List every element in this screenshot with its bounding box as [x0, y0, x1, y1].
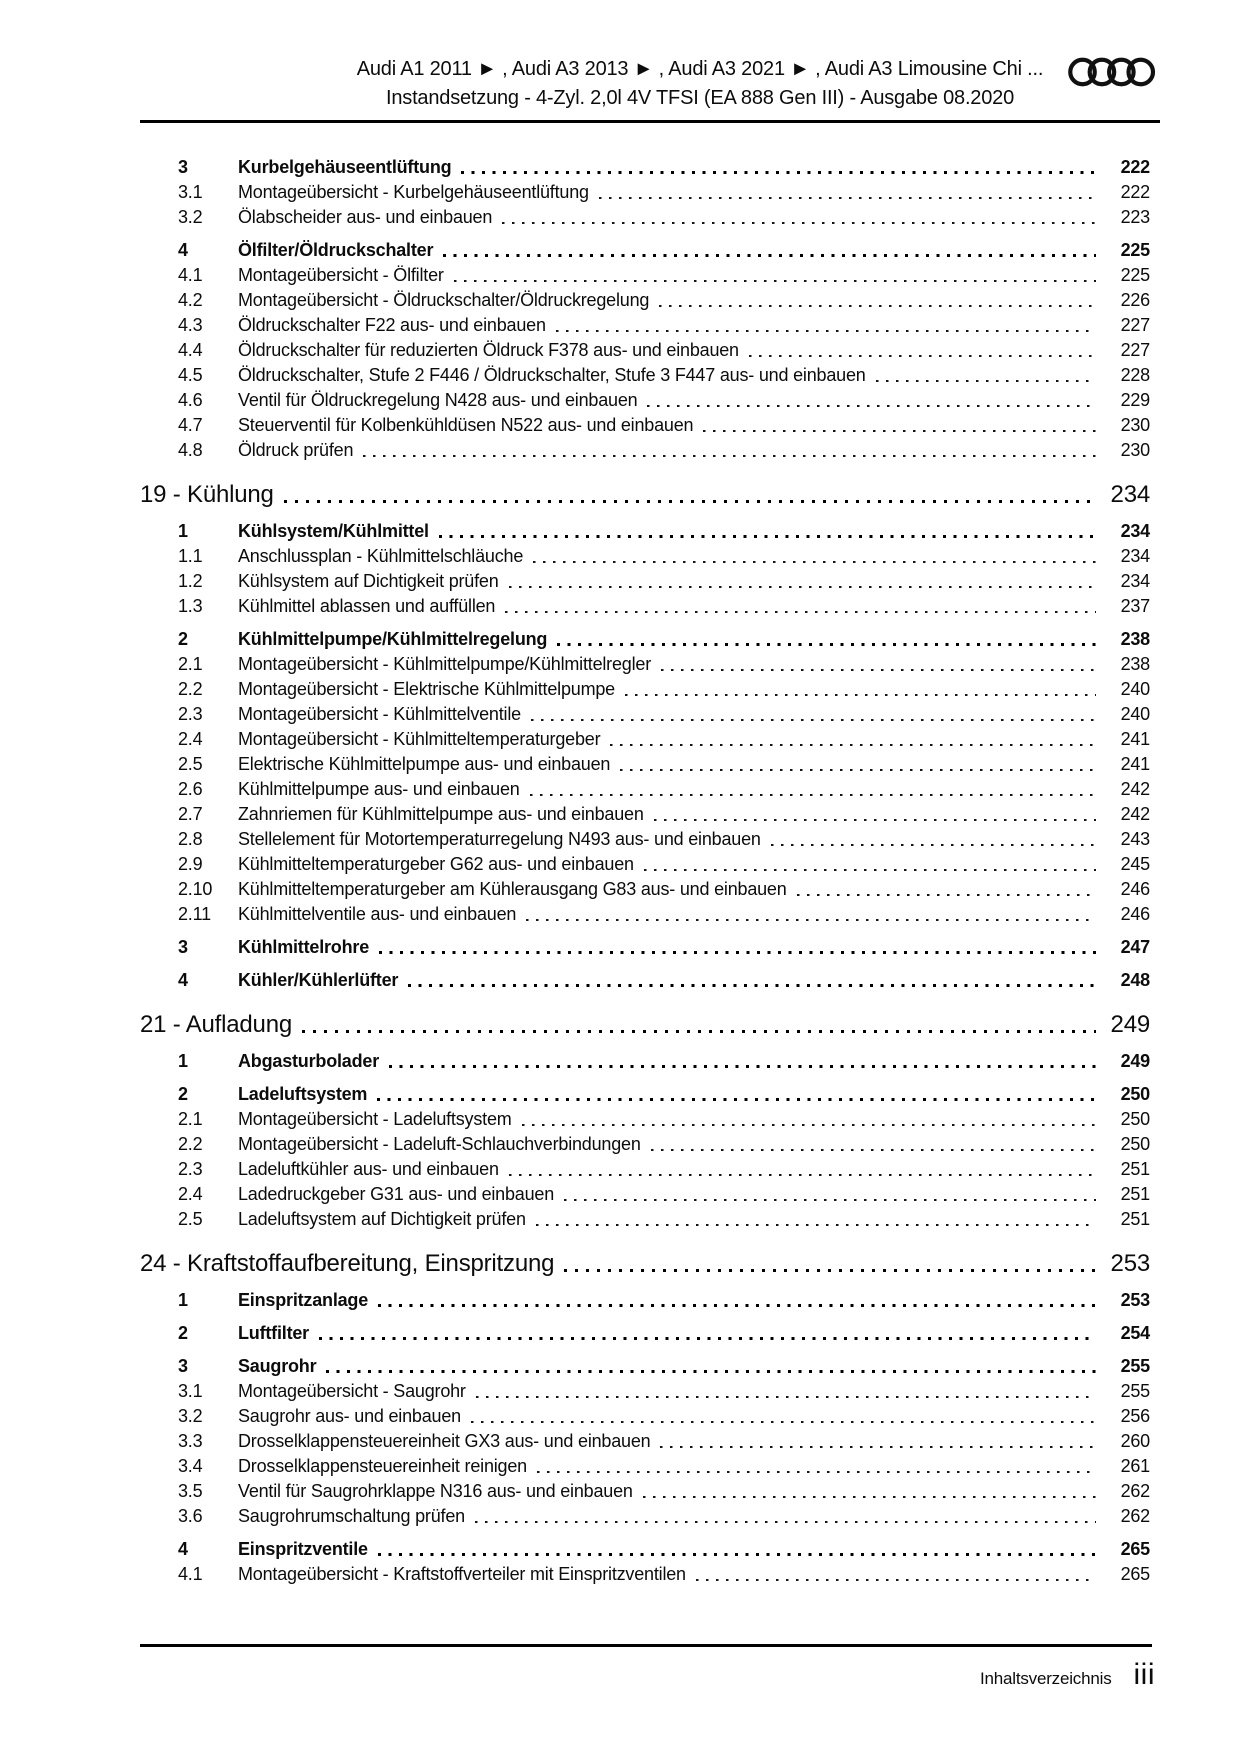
toc-chapter-entry[interactable] [140, 479, 1150, 511]
toc-entry[interactable] [140, 438, 1150, 463]
dot-leader [502, 205, 1096, 230]
dot-leader [661, 652, 1096, 677]
toc-entry-title: Kühlmittel ablassen und auffüllen [238, 596, 496, 616]
toc-entry-title: Saugrohr [238, 1356, 317, 1376]
toc-entry[interactable] [140, 627, 1150, 652]
dot-leader [660, 1429, 1096, 1454]
toc-entry[interactable] [140, 727, 1150, 752]
toc-entry-title: Kurbelgehäuseentlüftung [238, 157, 452, 177]
toc-entry-number: 3.3 [178, 1431, 203, 1451]
toc-entry-page: 227 [1120, 340, 1150, 360]
toc-entry-title: Stellelement für Motortemperaturregelung N493 aus- und einbauen [238, 829, 761, 849]
toc-entry-number: 4.1 [178, 265, 203, 285]
dot-leader [509, 1157, 1096, 1182]
toc-entry[interactable] [140, 288, 1150, 313]
toc-entry-page: 256 [1120, 1406, 1150, 1426]
dot-leader [599, 180, 1096, 205]
toc-entry-number: 2.3 [178, 704, 203, 724]
toc-entry-page: 249 [1110, 1011, 1150, 1038]
dot-leader [378, 1288, 1096, 1313]
toc-entry[interactable] [140, 777, 1150, 802]
toc-entry[interactable] [140, 1479, 1150, 1504]
toc-entry-page: 250 [1120, 1134, 1150, 1154]
toc-entry-page: 241 [1120, 729, 1150, 749]
toc-entry-number: 2.11 [178, 904, 211, 924]
toc-entry-title: Steuerventil für Kolbenkühldüsen N522 aus- und einbauen [238, 415, 694, 435]
dot-leader [654, 802, 1096, 827]
toc-entry-title: Einspritzventile [238, 1539, 368, 1559]
toc-entry-title: Montageübersicht - Kühlmittelpumpe/Kühlmittelregler [238, 654, 652, 674]
dot-leader [651, 1132, 1096, 1157]
toc-entry-page: 249 [1120, 1051, 1150, 1071]
toc-entry-page: 260 [1120, 1431, 1150, 1451]
dot-leader [644, 852, 1096, 877]
toc-entry-number: 1.1 [178, 546, 203, 566]
toc-entry-page: 265 [1120, 1539, 1150, 1559]
toc-entry-number: 3.2 [178, 1406, 203, 1426]
toc-entry-title: Anschlussplan - Kühlmittelschläuche [238, 546, 524, 566]
toc-entry[interactable] [140, 802, 1150, 827]
toc-entry-page: 255 [1120, 1356, 1150, 1376]
dot-leader [564, 1182, 1096, 1207]
toc-entry[interactable] [140, 677, 1150, 702]
toc-entry-number: 2.7 [178, 804, 203, 824]
dot-leader [564, 1248, 1096, 1280]
toc-entry[interactable] [140, 388, 1150, 413]
toc-entry-number: 2.1 [178, 654, 203, 674]
toc-entry[interactable] [140, 1537, 1150, 1562]
toc-entry-number: 4 [178, 970, 188, 990]
toc-entry[interactable] [140, 1429, 1150, 1454]
toc-entry-title: Montageübersicht - Kühlmitteltemperaturgeber [238, 729, 601, 749]
dot-leader [531, 702, 1096, 727]
toc-entry-title: Montageübersicht - Saugrohr [238, 1381, 466, 1401]
toc-entry-page: 234 [1120, 571, 1150, 591]
dot-leader [876, 363, 1096, 388]
toc-entry-title: Ventil für Saugrohrklappe N316 aus- und einbauen [238, 1481, 633, 1501]
toc-entry-title: Kühlmitteltemperaturgeber am Kühlerausgang G83 aus- und einbauen [238, 879, 787, 899]
toc-entry-page: 242 [1120, 779, 1150, 799]
header-rule [140, 120, 1160, 123]
toc-entry-number: 4.2 [178, 290, 203, 310]
toc-entry[interactable] [140, 1404, 1150, 1429]
toc-entry-page: 228 [1120, 365, 1150, 385]
table-of-contents [140, 155, 1150, 1587]
toc-entry-number: 1 [178, 521, 188, 541]
dot-leader [526, 902, 1096, 927]
toc-entry[interactable] [140, 313, 1150, 338]
toc-entry-number: 2.4 [178, 729, 203, 749]
toc-entry[interactable] [140, 1379, 1150, 1404]
toc-entry[interactable] [140, 827, 1150, 852]
toc-entry-title: Öldruckschalter, Stufe 2 F446 / Öldruckschalter, Stufe 3 F447 aus- und einbauen [238, 365, 866, 385]
toc-entry-title: 24 - Kraftstoffaufbereitung, Einspritzung [140, 1250, 555, 1277]
toc-entry[interactable] [140, 205, 1150, 230]
toc-entry-page: 237 [1120, 596, 1150, 616]
toc-entry-number: 2.1 [178, 1109, 203, 1129]
toc-entry-title: Ladedruckgeber G31 aus- und einbauen [238, 1184, 555, 1204]
dot-leader [537, 1454, 1096, 1479]
toc-entry-title: Montageübersicht - Kraftstoffverteiler mit Einspritzventilen [238, 1564, 686, 1584]
toc-entry-page: 251 [1120, 1184, 1150, 1204]
dot-leader [610, 727, 1096, 752]
toc-entry[interactable] [140, 413, 1150, 438]
toc-entry-title: Kühlmittelrohre [238, 937, 370, 957]
toc-entry-title: Kühlmittelpumpe/Kühlmittelregelung [238, 629, 548, 649]
toc-entry[interactable] [140, 263, 1150, 288]
toc-entry-number: 2.4 [178, 1184, 203, 1204]
dot-leader [625, 677, 1096, 702]
toc-entry-number: 4.7 [178, 415, 203, 435]
toc-entry-page: 241 [1120, 754, 1150, 774]
toc-entry[interactable] [140, 752, 1150, 777]
toc-entry-page: 253 [1110, 1250, 1150, 1277]
toc-entry-page: 245 [1120, 854, 1150, 874]
toc-entry-title: Montageübersicht - Ladeluftsystem [238, 1109, 512, 1129]
toc-entry-number: 3.6 [178, 1506, 203, 1526]
toc-entry-page: 240 [1120, 704, 1150, 724]
toc-entry[interactable] [140, 1562, 1150, 1587]
footer-rule [140, 1644, 1152, 1647]
toc-entry[interactable] [140, 1049, 1150, 1074]
dot-leader [378, 1537, 1096, 1562]
toc-entry-title: Kühlsystem/Kühlmittel [238, 521, 429, 541]
toc-entry-number: 4.4 [178, 340, 203, 360]
toc-entry-number: 2.6 [178, 779, 203, 799]
dot-leader [408, 968, 1096, 993]
header-subtitle-line: Instandsetzung - 4-Zyl. 2,0l 4V TFSI (EA 888 Gen III) - Ausgabe 08.2020 [385, 87, 1015, 109]
toc-entry-page: 246 [1120, 904, 1150, 924]
toc-entry-page: 248 [1120, 970, 1150, 990]
dot-leader [302, 1009, 1096, 1041]
toc-entry-title: Montageübersicht - Elektrische Kühlmittelpumpe [238, 679, 615, 699]
toc-chapter-entry[interactable] [140, 1248, 1150, 1280]
toc-entry[interactable] [140, 852, 1150, 877]
toc-entry-page: 222 [1120, 157, 1150, 177]
toc-entry-title: Drosselklappensteuereinheit GX3 aus- und einbauen [238, 1431, 651, 1451]
toc-entry-number: 4.5 [178, 365, 203, 385]
toc-entry-title: Öldruckschalter F22 aus- und einbauen [238, 315, 546, 335]
page-header [0, 0, 1240, 123]
toc-entry-page: 262 [1120, 1481, 1150, 1501]
toc-entry-page: 255 [1120, 1381, 1150, 1401]
toc-entry-number: 2.9 [178, 854, 203, 874]
page-footer [980, 1658, 1155, 1692]
dot-leader [696, 1562, 1096, 1587]
toc-entry-title: Ölfilter/Öldruckschalter [238, 240, 434, 260]
dot-leader [284, 479, 1096, 511]
toc-entry[interactable] [140, 1132, 1150, 1157]
toc-entry-number: 4.6 [178, 390, 203, 410]
toc-entry-number: 2.10 [178, 879, 213, 899]
toc-entry[interactable] [140, 1182, 1150, 1207]
toc-entry-number: 4.1 [178, 1564, 203, 1584]
toc-entry-number: 3.4 [178, 1456, 203, 1476]
toc-entry[interactable] [140, 702, 1150, 727]
toc-entry[interactable] [140, 968, 1150, 993]
toc-entry[interactable] [140, 1107, 1150, 1132]
toc-entry-page: 227 [1120, 315, 1150, 335]
toc-entry-page: 247 [1120, 937, 1150, 957]
toc-entry-title: Zahnriemen für Kühlmittelpumpe aus- und einbauen [238, 804, 644, 824]
toc-entry-title: Einspritzanlage [238, 1290, 369, 1310]
toc-entry-number: 4.3 [178, 315, 203, 335]
dot-leader [703, 413, 1096, 438]
dot-leader [530, 777, 1096, 802]
toc-entry[interactable] [140, 902, 1150, 927]
toc-entry-number: 2 [178, 629, 188, 649]
toc-entry[interactable] [140, 1157, 1150, 1182]
toc-entry-number: 2.2 [178, 1134, 203, 1154]
toc-entry-number: 3.5 [178, 1481, 203, 1501]
toc-entry[interactable] [140, 238, 1150, 263]
toc-entry-title: Kühlsystem auf Dichtigkeit prüfen [238, 571, 499, 591]
toc-entry[interactable] [140, 1321, 1150, 1346]
dot-leader [475, 1504, 1096, 1529]
toc-entry-title: 21 - Aufladung [140, 1011, 292, 1038]
toc-entry-title: Abgasturbolader [238, 1051, 380, 1071]
toc-entry-title: Montageübersicht - Kurbelgehäuseentlüftung [238, 182, 589, 202]
toc-entry-page: 253 [1120, 1290, 1150, 1310]
toc-entry-page: 250 [1120, 1084, 1150, 1104]
toc-entry[interactable] [140, 652, 1150, 677]
toc-entry-number: 2.2 [178, 679, 203, 699]
toc-entry-title: Ladeluftsystem auf Dichtigkeit prüfen [238, 1209, 526, 1229]
footer-label: Inhaltsverzeichnis [979, 1669, 1112, 1688]
dot-leader [476, 1379, 1096, 1404]
toc-entry-title: Montageübersicht - Ladeluft-Schlauchverbindungen [238, 1134, 641, 1154]
toc-entry-title: Kühlmittelventile aus- und einbauen [238, 904, 517, 924]
footer-page-number: iii [1133, 1658, 1155, 1691]
dot-leader [536, 1207, 1096, 1232]
toc-entry-title: Elektrische Kühlmittelpumpe aus- und einbauen [238, 754, 611, 774]
toc-entry-number: 2.3 [178, 1159, 203, 1179]
dot-leader [439, 519, 1096, 544]
toc-entry-title: Ventil für Öldruckregelung N428 aus- und einbauen [238, 390, 638, 410]
toc-entry-page: 242 [1120, 804, 1150, 824]
toc-entry[interactable] [140, 519, 1150, 544]
dot-leader [505, 594, 1096, 619]
dot-leader [647, 388, 1096, 413]
toc-entry-title: Saugrohr aus- und einbauen [238, 1406, 461, 1426]
toc-entry-page: 240 [1120, 679, 1150, 699]
toc-entry-page: 234 [1110, 481, 1150, 508]
toc-entry-title: Ladeluftkühler aus- und einbauen [238, 1159, 499, 1179]
dot-leader [454, 263, 1096, 288]
toc-entry-number: 4 [178, 240, 188, 260]
toc-entry-page: 234 [1120, 521, 1150, 541]
dot-leader [533, 544, 1096, 569]
toc-entry-title: Kühlmitteltemperaturgeber G62 aus- und einbauen [238, 854, 634, 874]
toc-entry-number: 3.2 [178, 207, 203, 227]
toc-entry[interactable] [140, 935, 1150, 960]
toc-entry-number: 3 [178, 157, 188, 177]
dot-leader [377, 1082, 1096, 1107]
toc-entry-page: 262 [1120, 1506, 1150, 1526]
toc-entry-page: 223 [1120, 207, 1150, 227]
dot-leader [319, 1321, 1096, 1346]
toc-entry-number: 1 [178, 1051, 188, 1071]
toc-entry-number: 2.8 [178, 829, 203, 849]
toc-entry-number: 1 [178, 1290, 188, 1310]
toc-entry-number: 1.2 [178, 571, 203, 591]
toc-entry[interactable] [140, 877, 1150, 902]
toc-entry-page: 230 [1120, 415, 1150, 435]
toc-entry-title: Ölabscheider aus- und einbauen [238, 207, 493, 227]
toc-entry-page: 238 [1120, 629, 1150, 649]
toc-entry-page: 243 [1120, 829, 1150, 849]
toc-entry-title: Kühlmittelpumpe aus- und einbauen [238, 779, 520, 799]
toc-entry-page: 265 [1120, 1564, 1150, 1584]
toc-entry[interactable] [140, 594, 1150, 619]
dot-leader [749, 338, 1096, 363]
toc-entry-number: 4.8 [178, 440, 203, 460]
toc-entry-page: 238 [1120, 654, 1150, 674]
toc-entry-title: Montageübersicht - Öldruckschalter/Öldruckregelung [238, 290, 650, 310]
dot-leader [771, 827, 1096, 852]
toc-entry-title: Öldruckschalter für reduzierten Öldruck F378 aus- und einbauen [238, 340, 739, 360]
toc-entry-page: 261 [1120, 1456, 1150, 1476]
toc-entry-number: 2.5 [178, 1209, 203, 1229]
toc-entry-page: 234 [1120, 546, 1150, 566]
toc-entry-title: Ladeluftsystem [238, 1084, 368, 1104]
toc-entry-title: Saugrohrumschaltung prüfen [238, 1506, 465, 1526]
dot-leader [557, 627, 1096, 652]
toc-entry-number: 3.1 [178, 1381, 203, 1401]
dot-leader [461, 155, 1096, 180]
toc-entry-page: 225 [1120, 265, 1150, 285]
toc-entry[interactable] [140, 155, 1150, 180]
dot-leader [443, 238, 1096, 263]
dot-leader [643, 1479, 1096, 1504]
toc-entry-number: 1.3 [178, 596, 203, 616]
toc-entry-title: Drosselklappensteuereinheit reinigen [238, 1456, 527, 1476]
toc-entry[interactable] [140, 1207, 1150, 1232]
toc-entry[interactable] [140, 569, 1150, 594]
toc-entry-title: Kühler/Kühlerlüfter [238, 970, 399, 990]
header-models-line: Audi A1 2011 ► , Audi A3 2013 ► , Audi A3 2021 ► , Audi A3 Limousine Chi ... [356, 58, 1044, 80]
toc-entry-page: 254 [1120, 1323, 1150, 1343]
toc-entry-page: 225 [1120, 240, 1150, 260]
toc-entry-number: 2.5 [178, 754, 203, 774]
toc-entry[interactable] [140, 1288, 1150, 1313]
dot-leader [556, 313, 1096, 338]
toc-entry-number: 4 [178, 1539, 188, 1559]
dot-leader [659, 288, 1096, 313]
dot-leader [797, 877, 1096, 902]
toc-entry-page: 251 [1120, 1159, 1150, 1179]
toc-entry-number: 3 [178, 1356, 188, 1376]
toc-entry-title: Öldruck prüfen [238, 440, 354, 460]
toc-entry[interactable] [140, 1504, 1150, 1529]
toc-entry-number: 3 [178, 937, 188, 957]
toc-entry-page: 250 [1120, 1109, 1150, 1129]
dot-leader [326, 1354, 1096, 1379]
toc-entry-page: 222 [1120, 182, 1150, 202]
toc-entry-page: 251 [1120, 1209, 1150, 1229]
toc-entry[interactable] [140, 1454, 1150, 1479]
toc-entry-page: 226 [1120, 290, 1150, 310]
dot-leader [471, 1404, 1096, 1429]
audi-four-rings-logo [1068, 56, 1156, 88]
dot-leader [379, 935, 1096, 960]
dot-leader [522, 1107, 1096, 1132]
dot-leader [363, 438, 1096, 463]
toc-entry-number: 2 [178, 1084, 188, 1104]
toc-entry[interactable] [140, 1354, 1150, 1379]
toc-entry-page: 230 [1120, 440, 1150, 460]
toc-entry[interactable] [140, 544, 1150, 569]
toc-entry[interactable] [140, 338, 1150, 363]
dot-leader [389, 1049, 1096, 1074]
toc-entry-title: Montageübersicht - Kühlmittelventile [238, 704, 521, 724]
toc-entry-page: 229 [1120, 390, 1150, 410]
toc-entry-title: Luftfilter [238, 1323, 309, 1343]
toc-entry[interactable] [140, 1082, 1150, 1107]
toc-entry-title: Montageübersicht - Ölfilter [238, 265, 444, 285]
toc-entry-number: 2 [178, 1323, 188, 1343]
toc-entry[interactable] [140, 363, 1150, 388]
toc-entry-page: 246 [1120, 879, 1150, 899]
toc-entry-number: 3.1 [178, 182, 203, 202]
toc-entry[interactable] [140, 180, 1150, 205]
toc-chapter-entry[interactable] [140, 1009, 1150, 1041]
toc-entry-title: 19 - Kühlung [140, 481, 274, 508]
dot-leader [509, 569, 1096, 594]
dot-leader [620, 752, 1096, 777]
